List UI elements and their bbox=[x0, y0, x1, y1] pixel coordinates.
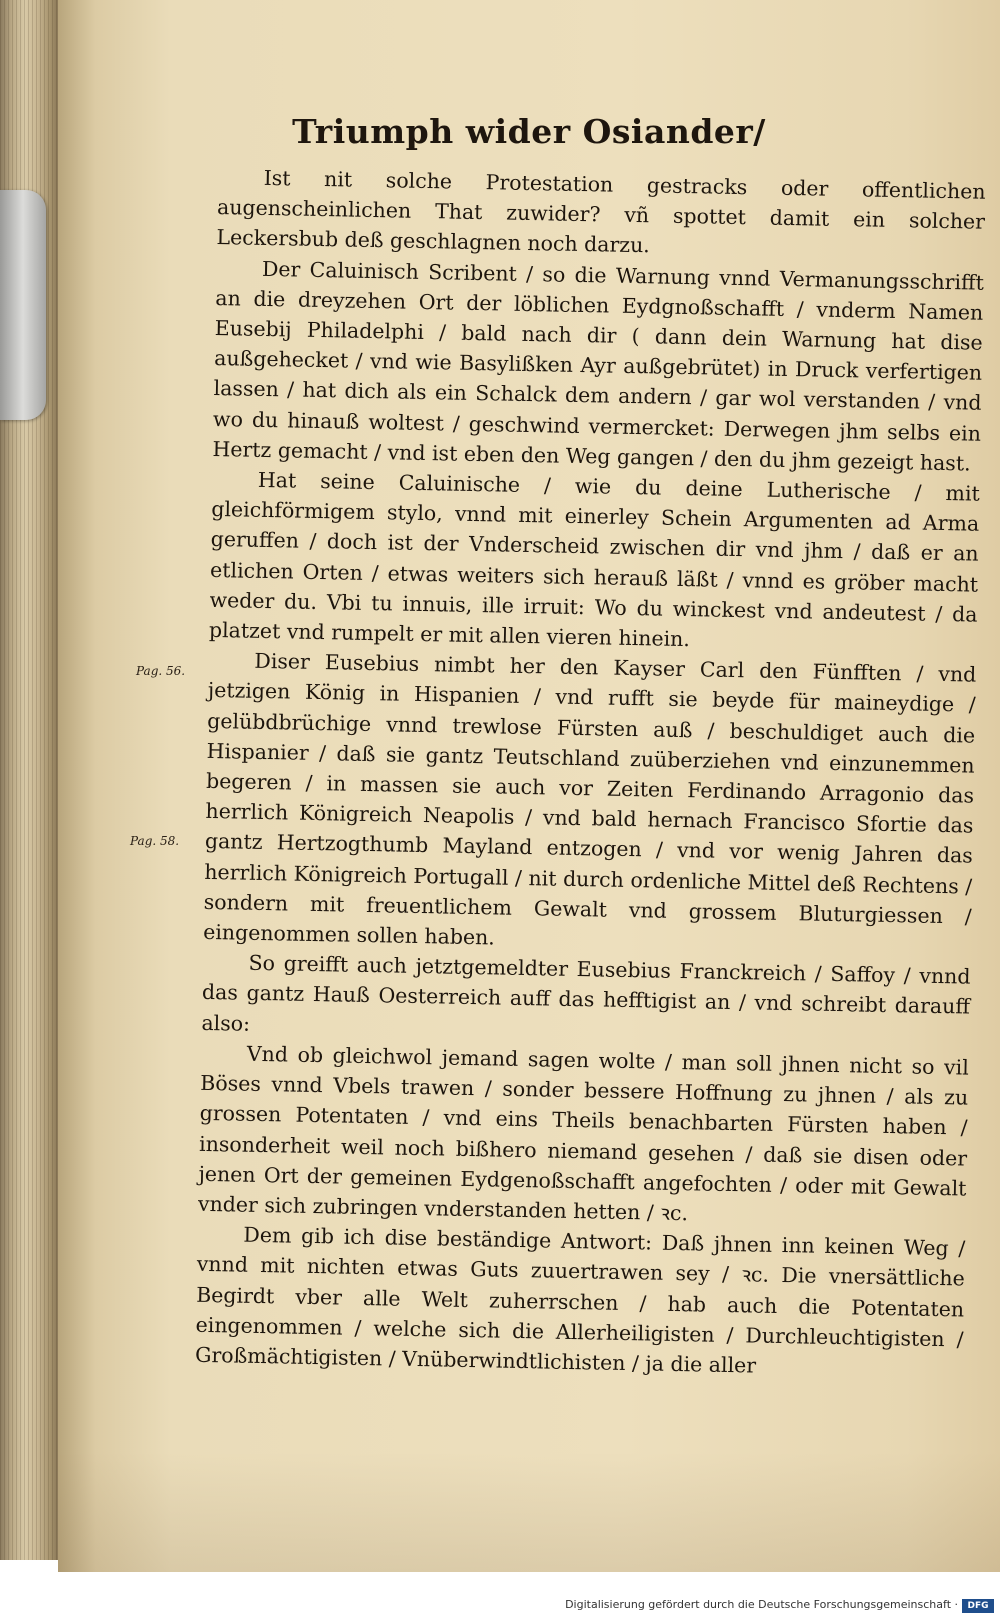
paper-sheet bbox=[58, 0, 1000, 1572]
body-text bbox=[195, 162, 986, 1385]
margin-note: Pag. 58. bbox=[130, 834, 180, 848]
footer-credit: Digitalisierung gefördert durch die Deutsche Forschungsgemeinschaft · bbox=[565, 1598, 958, 1611]
paragraph: So greifft auch jetztgemeldter Eusebius Franckreich / Saffoy / vnnd das gantz Hauß Oesterreich auff das hefftigist an / vnd schreibt darauff also: bbox=[201, 951, 971, 1036]
running-head: Triumph wider Osiander/ bbox=[292, 112, 766, 151]
margin-note: Pag. 56. bbox=[136, 664, 186, 678]
paragraph: Vnd ob gleichwol jemand sagen wolte / man soll jhnen nicht so vil Böses vnnd Vbels trawen / sonder bessere Hoffnung zu jhnen / als zu grossen Potentaten / vnd eins Theils benachbarten Fürsten haben / insonderheit weil noch bißhero niemand gesehen / daß sie disen oder jenen Ort der gemeinen Eydgenoßschafft angefochten / oder mit Gewalt vnder sich zubringen vnderstanden hetten / ꝛc. bbox=[197, 1041, 969, 1226]
paragraph: Dem gib ich dise beständige Antwort: Daß jhnen inn keinen Weg / vnnd mit nichten etwas Guts zuuertrawen sey / ꝛc. Die vnersättliche Begirdt vber alle Welt zuherrschen / hab auch die Potentaten eingenommen / welche sich die Allerheiligisten / Durchleuchtigisten / Großmächtigisten / Vnüberwindtlichisten / ja die aller bbox=[194, 1222, 966, 1378]
page-clip bbox=[0, 190, 46, 420]
paragraph: Hat seine Caluinische / wie du deine Lutherische / mit gleichförmigem stylo, vnnd mit einerley Schein Argumenten ad Arma geruffen / doch ist der Vnderscheid zwischen dir vnd jhm / daß er an etlichen Orten / etwas weiters sich herauß läßt / vnnd es gröber macht weder du. Vbi tu innuis, ille irruit: Wo du winckest vnd andeutest / da platzet vnd rumpelt er mit allen vieren hinein. bbox=[208, 467, 981, 652]
paragraph: Diser Eusebius nimbt her den Kayser Carl den Fünfften / vnd jetzigen König in Hispanien / vnd rufft sie beyde für maineydige / gelübdbrüchige vnnd trewlose Fürsten auß / beschuldiget auch die Hispanier / daß sie gantz Teutschland zuüberziehen vnd einzunemmen begeren / in massen sie auch vor Zeiten Ferdinando Arragonio das herrlich Königreich Neapolis / vnd bald hernach Francisco Sfortie das gantz Hertzogthumb Mayland entzogen / vnd vor wenig Jahren das herrlich Königreich Portugall / nit durch ordenliche Mittel deß Rechtens / sondern mit freuentlichem Gewalt vnd grossem Bluturgiessen / eingenommen sollen haben. bbox=[202, 649, 977, 950]
paragraph: Der Caluinisch Scribent / so die Warnung vnnd Vermanungsschrifft an die dreyzehen Ort der löblichen Eydgnoßschafft / vnderm Namen Eusebij Philadelphi / bald nach dir ( dann dein Warnung hat dise außgehecket / vnd wie Basylißken Ayr außgebrütet) in Druck verfertigen lassen / hat dich als ein Schalck dem andern / gar wol verstanden / vnd wo du hinauß woltest / geschwind vermercket: Derwegen jhm selbs ein Hertz gemacht / vnd ist eben den Weg gangen / den du jhm gezeigt hast. bbox=[212, 256, 985, 476]
dfg-logo: DFG bbox=[962, 1599, 994, 1613]
footer bbox=[0, 1572, 1000, 1617]
paragraph: Ist nit solche Protestation gestracks oder offentlichen augenscheinlichen That zuwider? vñ spottet damit ein solcher Leckersbub deß geschlagnen noch darzu. bbox=[216, 165, 986, 258]
